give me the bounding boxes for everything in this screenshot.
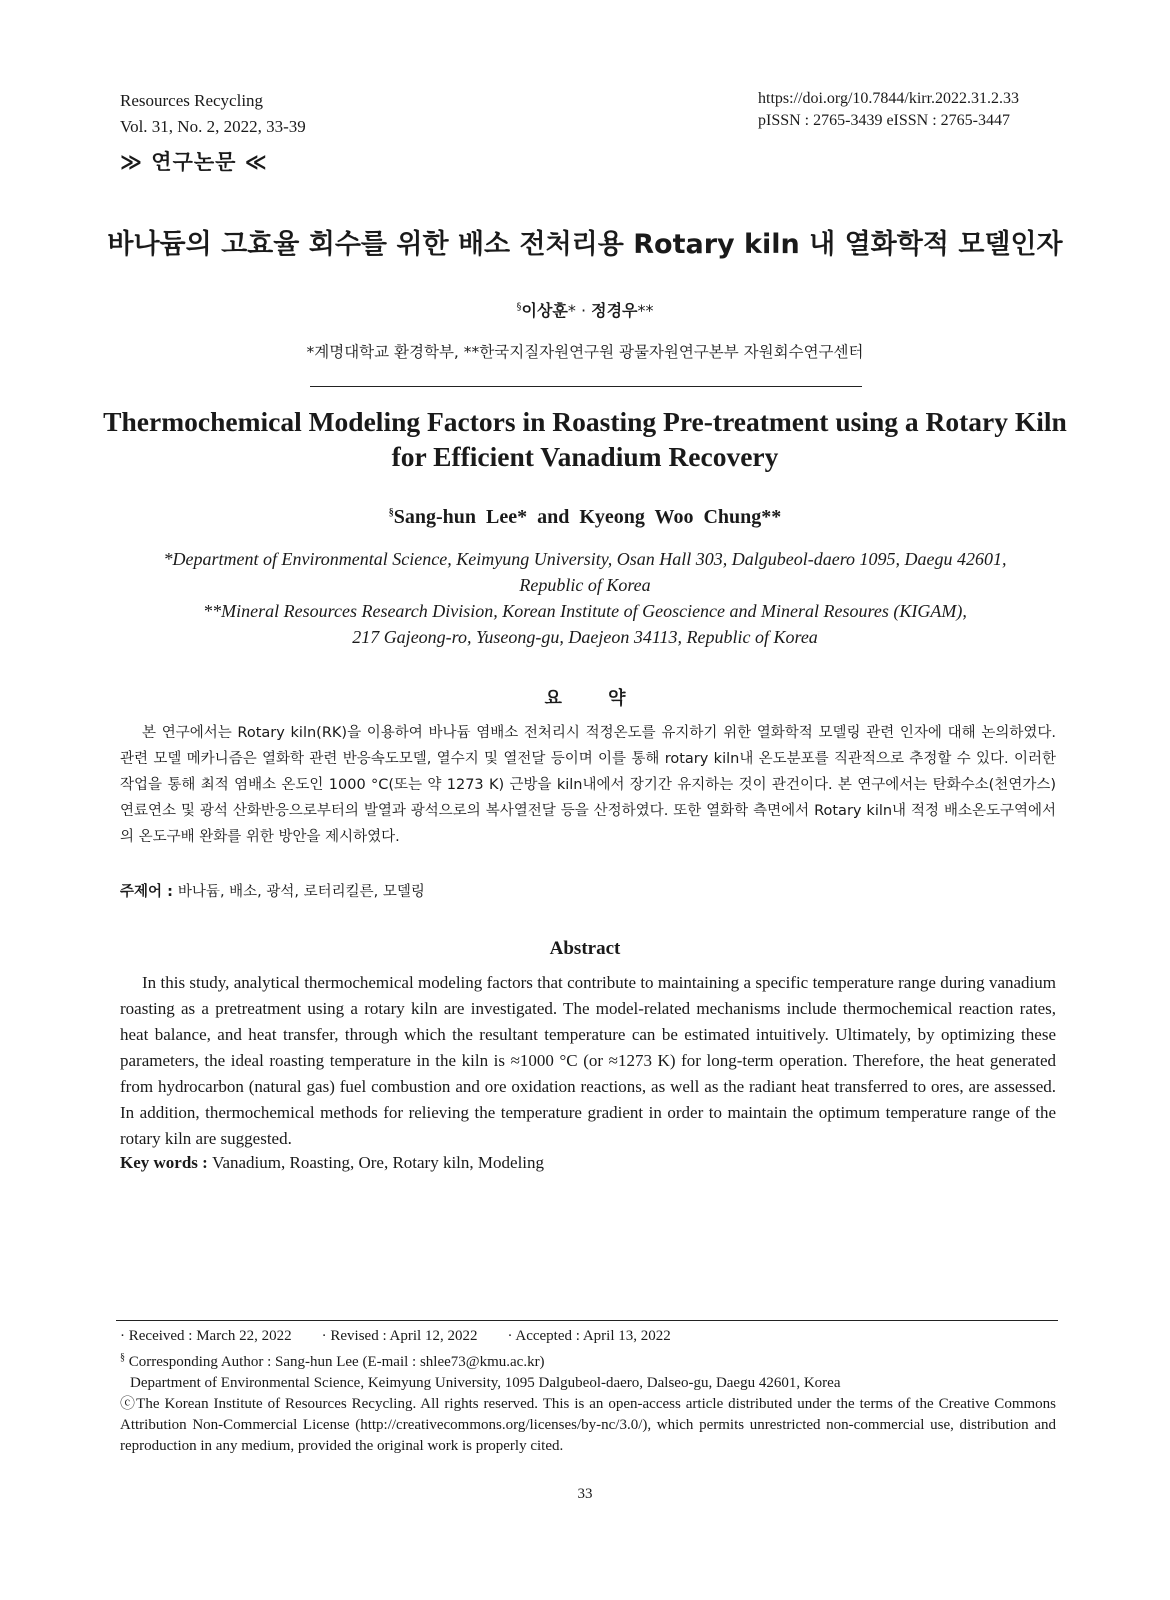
footnote-corresponding-mark: § bbox=[120, 1352, 125, 1363]
copyright-notice: ⓒThe Korean Institute of Resources Recycling. All rights reserved. This is an open-access article distributed under the terms of the Creative Commons Attribution Non-Commercial License (http://creativecommons.org/licenses/by-nc/3.0/), which permits unrestricted non-commercial use, distribution and reproduction in any medium, provided the original work is properly cited. bbox=[120, 1396, 1056, 1454]
english-abstract: In this study, analytical thermochemical modeling factors that contribute to maintaining a specific temperature range during vanadium roasting as a pretreatment using a rotary kiln are investigated. The model-related mechanisms include thermochemical reaction rates, heat balance, and heat transfer, through which the resultant temperature can be estimated intuitively. Ultimately, by optimizing these parameters, the ideal roasting temperature in the kiln is ≈1000 °C (or ≈1273 K) for long-term operation. Therefore, the heat generated from hydrocarbon (natural gas) fuel combustion and ore oxidation reactions, as well as the radiant heat transferred to ores, are assessed. In addition, thermochemical methods for relieving the temperature gradient in order to maintain the optimum temperature range of the rotary kiln are suggested. bbox=[120, 973, 1056, 1148]
english-keywords bbox=[120, 1153, 544, 1173]
affiliation-2-line-2: 217 Gajeong-ro, Yuseong-gu, Daejeon 34113, Republic of Korea bbox=[352, 627, 818, 647]
korean-keywords-label: 주제어 : bbox=[120, 884, 178, 900]
corresponding-mark: § bbox=[516, 301, 522, 313]
affiliation-1-line-2: Republic of Korea bbox=[519, 575, 651, 595]
korean-abstract: 본 연구에서는 Rotary kiln(RK)을 이용하여 바나듐 염배소 전처리시 적정온도를 유지하기 위한 열화학적 모델링 관련 인자에 대해 논의하였다. 관련 모델 메카니즘은 열화학 관련 반응속도모델, 열수지 및 열전달 등이며 이를 통해 rotary kiln내 온도분포를 직관적으로 추정할 수 있다. 이러한 작업을 통해 최적 염배소 온도인 1000 °C(또는 약 1273 K) 근방을 kiln내에서 장기간 유지하는 것이 관건이다. 본 연구에서는 탄화수소(천연가스) 연료연소 및 광석 산화반응으로부터의 발열과 광석으로의 복사열전달 등을 산정하였다. 또한 열화학 측면에서 Rotary kiln내 적정 배소온도구역에서의 온도구배 완화를 위한 방안을 제시하였다. bbox=[120, 725, 1056, 845]
section-tag: ≫ 연구논문 ≪ bbox=[120, 150, 268, 174]
english-affiliations bbox=[80, 546, 1090, 650]
accepted-date: · Accepted : April 13, 2022 bbox=[507, 1328, 671, 1344]
korean-author-1-suffix: * · bbox=[567, 301, 592, 320]
korean-authors bbox=[0, 298, 1170, 321]
footnotes bbox=[120, 1326, 1056, 1457]
korean-title: 바나듐의 고효율 회수를 위한 배소 전처리용 Rotary kiln 내 열화학적 모델인자 bbox=[107, 229, 1063, 260]
title-divider bbox=[310, 386, 862, 387]
korean-affiliation: *계명대학교 환경학부, **한국지질자원연구원 광물자원연구본부 자원회수연구센터 bbox=[306, 343, 864, 361]
korean-keywords-list: 바나듐, 배소, 광석, 로터리킬른, 모델링 bbox=[177, 884, 425, 900]
english-title-line-1: Thermochemical Modeling Factors in Roasting Pre-treatment using a Rotary Kiln bbox=[103, 406, 1067, 437]
doi-link[interactable]: https://doi.org/10.7844/kirr.2022.31.2.33 bbox=[758, 90, 1020, 107]
journal-volume: Vol. 31, No. 2, 2022, 33-39 bbox=[120, 117, 306, 136]
corresponding-author bbox=[120, 1347, 1056, 1373]
korean-author-1: 이상훈 bbox=[521, 301, 568, 320]
english-title bbox=[60, 404, 1110, 474]
english-keywords-label: Key words : bbox=[120, 1153, 213, 1172]
affiliation-2-line-1: **Mineral Resources Research Division, Korean Institute of Geoscience and Mineral Resoures (KIGAM), bbox=[203, 601, 967, 621]
korean-keywords bbox=[120, 880, 425, 901]
revised-date: · Revised : April 12, 2022 bbox=[321, 1328, 478, 1344]
corresponding-author-text: Corresponding Author : Sang-hun Lee (E-mail : shlee73@kmu.ac.kr) bbox=[125, 1354, 545, 1370]
journal-info bbox=[120, 88, 306, 140]
english-authors bbox=[0, 506, 1170, 529]
english-title-line-2: for Efficient Vanadium Recovery bbox=[391, 441, 779, 472]
english-keywords-list: Vanadium, Roasting, Ore, Rotary kiln, Modeling bbox=[212, 1153, 545, 1172]
article-dates bbox=[120, 1326, 1056, 1347]
korean-abstract-heading: 요 약 bbox=[544, 688, 626, 709]
doi-info bbox=[758, 88, 1019, 132]
journal-name: Resources Recycling bbox=[120, 91, 264, 110]
english-author-names: Sang-hun Lee* and Kyeong Woo Chung** bbox=[393, 506, 782, 528]
korean-author-2-suffix: ** bbox=[637, 301, 654, 320]
korean-author-2: 정경우 bbox=[591, 301, 638, 320]
received-date: · Received : March 22, 2022 bbox=[120, 1328, 292, 1344]
english-corresponding-mark: § bbox=[388, 507, 394, 519]
footnote-divider bbox=[116, 1320, 1058, 1321]
corresponding-address: Department of Environmental Science, Keimyung University, 1095 Dalgubeol-daero, Dalseo-gu, Daegu 42601, Korea bbox=[130, 1375, 841, 1391]
issn: pISSN : 2765-3439 eISSN : 2765-3447 bbox=[758, 112, 1011, 129]
affiliation-1-line-1: *Department of Environmental Science, Keimyung University, Osan Hall 303, Dalgubeol-daero 1095, Daegu 42601, bbox=[163, 549, 1007, 569]
page-number: 33 bbox=[577, 1486, 593, 1502]
english-abstract-heading: Abstract bbox=[549, 938, 621, 959]
